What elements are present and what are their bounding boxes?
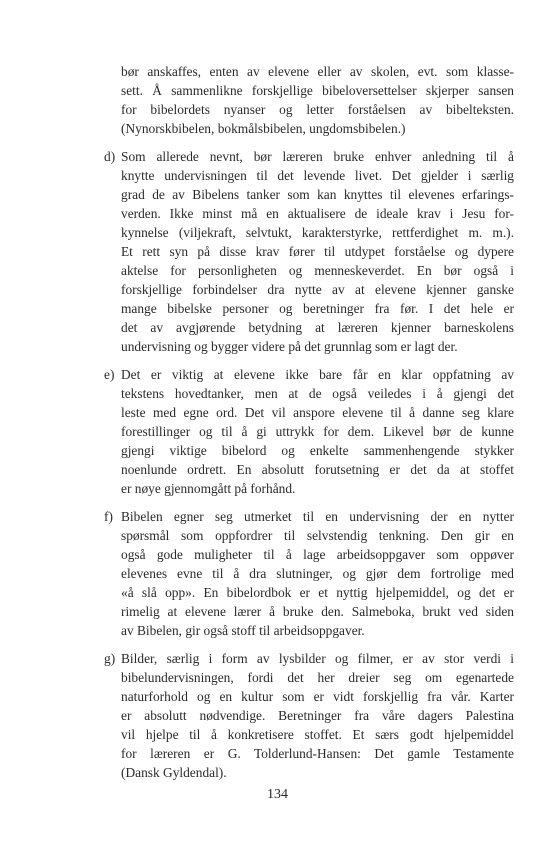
- text-line: Et rett syn på disse krav fører til utdypet forståelse og dypere: [121, 244, 514, 259]
- text-line: leste med egne ord. Det vil anspore elevene til å danne seg klare: [121, 405, 514, 420]
- paragraph-lines: [121, 649, 514, 782]
- paragraph-item: [0, 147, 555, 356]
- text-line: (Dansk Gyldendal).: [121, 765, 227, 780]
- paragraph-label: d): [104, 149, 116, 164]
- body-text: [0, 62, 555, 791]
- text-line: Det er viktig at elevene ikke bare får en klar oppfatning av: [121, 367, 514, 382]
- text-line: bør anskaffes, enten av elevene eller av skolen, evt. som klasse-: [121, 64, 514, 79]
- text-line: aktelse for personligheten og menneskeverdet. En bør også i: [121, 263, 514, 278]
- text-line: Bilder, særlig i form av lysbilder og filmer, er av stor verdi i: [121, 651, 514, 666]
- paragraph-item: [0, 365, 555, 498]
- text-line: «å slå opp». En bibelordbok er et nyttig hjelpemiddel, og det er: [121, 585, 514, 600]
- paragraph-label: g): [104, 651, 116, 666]
- text-line: elevenes evne til å dra slutninger, og gjør dem fortrolige med: [121, 566, 514, 581]
- paragraph-item: [0, 507, 555, 640]
- text-line: forskjellige forbindelser dra nytte av at elevene kjenner ganske: [121, 282, 514, 297]
- text-line: verden. Ikke minst må en aktualisere de ideale krav i Jesu for-: [121, 206, 514, 221]
- text-line: av Bibelen, gir også stoff til arbeidsoppgaver.: [121, 623, 365, 638]
- text-line: sett. Å sammenlikne forskjellige bibeloversettelser skjerper sansen: [121, 83, 514, 98]
- paragraph-lines: [121, 147, 514, 356]
- text-line: er absolutt nødvendige. Beretninger fra våre dagers Palestina: [121, 708, 514, 723]
- paragraph-lines: [121, 507, 514, 640]
- paragraph-item: [0, 649, 555, 782]
- text-line: Som allerede nevnt, bør læreren bruke enhver anledning til å: [121, 149, 514, 164]
- text-line: noenlunde ordrett. En absolutt forutsetning er det da at stoffet: [121, 462, 514, 477]
- text-line: spørsmål som oppfordrer til selvstendig tenkning. Den gir en: [121, 528, 514, 543]
- text-line: (Nynorskbibelen, bokmålsbibelen, ungdomsbibelen.): [121, 121, 406, 136]
- paragraph-lines: [121, 62, 514, 138]
- text-line: det av avgjørende betydning at læreren kjenner barneskolens: [121, 320, 514, 335]
- text-line: for læreren er G. Tolderlund-Hansen: Det gamle Testamente: [121, 746, 514, 761]
- text-line: kynnelse (viljekraft, selvtukt, karakterstyrke, rettferdighet m. m.).: [121, 225, 514, 240]
- text-line: bibelundervisningen, fordi det her dreier seg om egenartede: [121, 670, 514, 685]
- page-number: 134: [267, 787, 288, 802]
- text-line: forestillinger og til å gi uttrykk for dem. Likevel bør de kunne: [121, 424, 514, 439]
- text-line: undervisning og bygger videre på det grunnlag som er lagt der.: [121, 339, 458, 354]
- text-line: rimelig at elevene lærer å bruke den. Salmeboka, brukt ved siden: [121, 604, 514, 619]
- text-line: mange bibelske personer og beretninger fra før. I det hele er: [121, 301, 514, 316]
- paragraph-lines: [121, 365, 514, 498]
- text-line: vil hjelpe til å konkretisere stoffet. Et særs godt hjelpemiddel: [121, 727, 514, 742]
- paragraph-label: f): [104, 509, 113, 524]
- text-line: grad de av Bibelens tanker som kan knyttes til elevenes erfarings-: [121, 187, 514, 202]
- text-line: Bibelen egner seg utmerket til en undervisning der en nytter: [121, 509, 514, 524]
- text-line: knytte undervisningen til det levende livet. Det gjelder i særlig: [121, 168, 514, 183]
- text-line: gjengi viktige bibelord og enkelte sammenhengende stykker: [121, 443, 514, 458]
- paragraph-label: e): [104, 367, 115, 382]
- text-line: for bibelordets nyanser og letter forståelsen av bibelteksten.: [121, 102, 514, 117]
- text-line: også gode muligheter til å lage arbeidsoppgaver som oppøver: [121, 547, 514, 562]
- text-line: naturforhold og en kultur som er vidt forskjellig fra vår. Karter: [121, 689, 514, 704]
- paragraph-continued: [0, 62, 555, 138]
- text-line: tekstens hovedtanker, men at de også veiledes i å gjengi det: [121, 386, 514, 401]
- text-line: er nøye gjennomgått på forhånd.: [121, 481, 296, 496]
